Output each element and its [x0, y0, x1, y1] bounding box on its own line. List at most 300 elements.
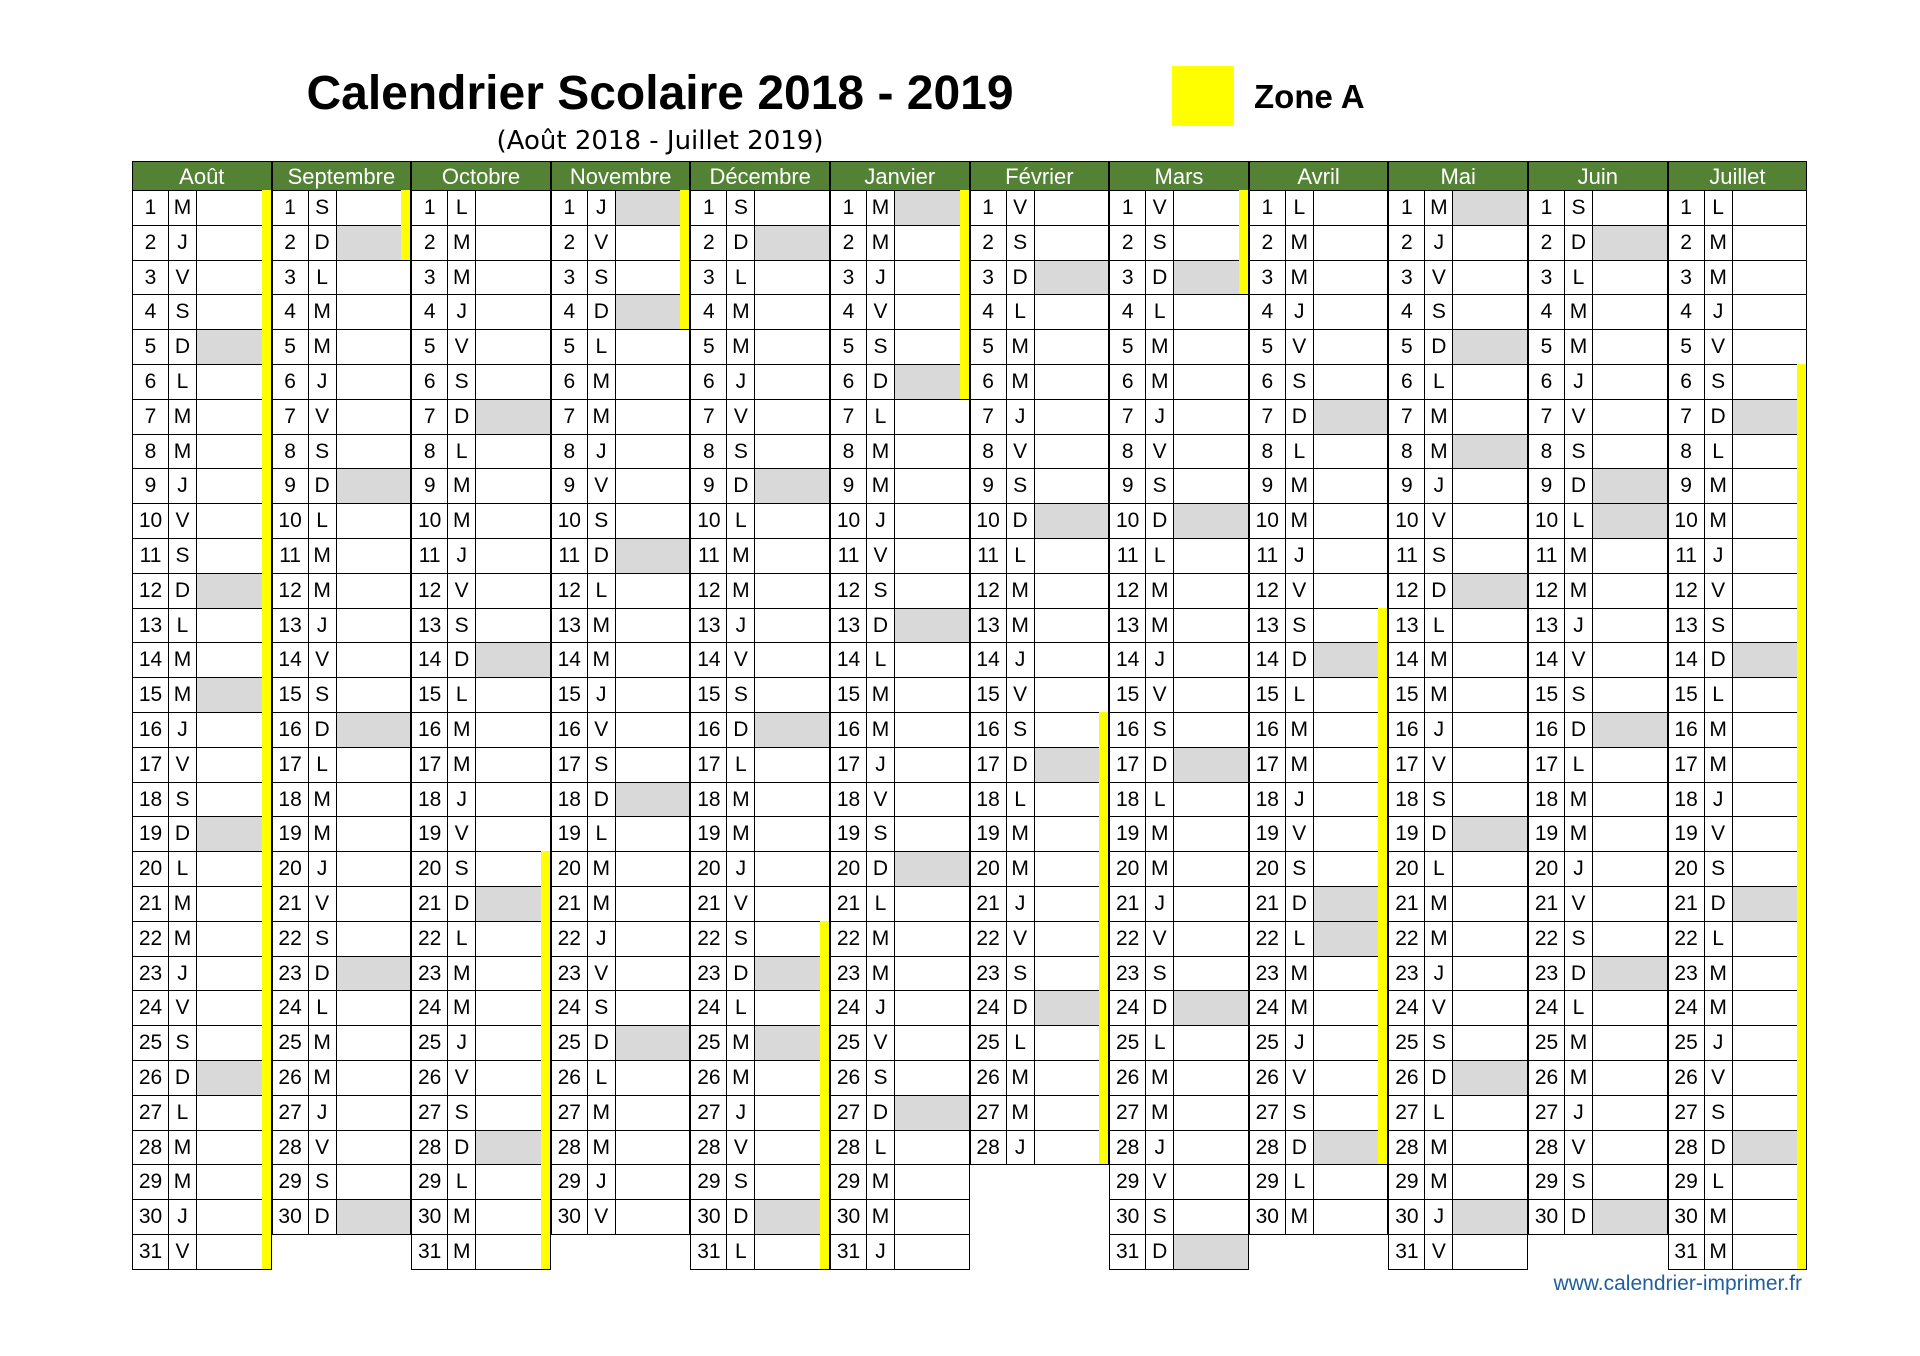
day-note-cell: [1035, 852, 1109, 886]
holiday-marker: [262, 642, 271, 677]
day-row: [1528, 643, 1668, 678]
day-note-cell: [1314, 1131, 1388, 1165]
day-number: 12: [412, 574, 448, 608]
day-number: 7: [133, 400, 169, 434]
day-number: 19: [1669, 817, 1705, 851]
day-number: 26: [412, 1061, 448, 1095]
day-row: [1668, 261, 1808, 296]
day-note-cell: [616, 574, 690, 608]
day-row: [1668, 574, 1808, 609]
day-note-cell: [1733, 748, 1807, 782]
weekday-letter: S: [1286, 365, 1314, 399]
weekday-letter: D: [1705, 400, 1733, 434]
holiday-marker: [820, 1025, 829, 1060]
day-row: [1668, 1235, 1808, 1270]
weekday-letter: M: [867, 1200, 895, 1234]
day-row: [272, 957, 412, 992]
day-number: 20: [1669, 852, 1705, 886]
day-note-cell: [337, 504, 411, 538]
day-row: [551, 261, 691, 296]
day-note-cell: [197, 852, 271, 886]
weekday-letter: M: [867, 713, 895, 747]
day-note-cell: [895, 713, 969, 747]
weekday-letter: S: [1286, 1096, 1314, 1130]
day-note-cell: [1314, 191, 1388, 225]
weekday-letter: J: [448, 783, 476, 817]
day-note-cell: [755, 469, 829, 503]
day-number: 18: [1389, 783, 1425, 817]
weekday-letter: J: [1565, 609, 1593, 643]
day-note-cell: [1733, 957, 1807, 991]
day-number: 3: [1669, 261, 1705, 295]
day-number: 25: [273, 1026, 309, 1060]
day-number: 20: [971, 852, 1007, 886]
weekday-letter: M: [1286, 261, 1314, 295]
holiday-marker: [262, 747, 271, 782]
weekday-letter: V: [1565, 400, 1593, 434]
day-note-cell: [1733, 1165, 1807, 1199]
day-note-cell: [1314, 1165, 1388, 1199]
holiday-marker: [541, 886, 550, 921]
day-note-cell: [197, 991, 271, 1025]
day-number: 4: [691, 295, 727, 329]
day-note-cell: [197, 1200, 271, 1234]
day-number: 12: [1389, 574, 1425, 608]
day-note-cell: [197, 226, 271, 260]
day-row: [272, 435, 412, 470]
day-note-cell: [1174, 1061, 1248, 1095]
day-note-cell: [476, 748, 550, 782]
day-number: 16: [412, 713, 448, 747]
day-number: 9: [412, 469, 448, 503]
day-number: 30: [1669, 1200, 1705, 1234]
day-row: [970, 191, 1110, 226]
day-row: [411, 469, 551, 504]
day-number: 11: [1110, 539, 1146, 573]
holiday-marker: [820, 1095, 829, 1130]
weekday-letter: D: [1286, 400, 1314, 434]
day-row: [551, 469, 691, 504]
day-number: 23: [1389, 957, 1425, 991]
day-number: 27: [971, 1096, 1007, 1130]
weekday-letter: D: [1286, 643, 1314, 677]
weekday-letter: D: [1146, 1235, 1174, 1269]
day-number: 2: [971, 226, 1007, 260]
day-number: 7: [1250, 400, 1286, 434]
day-row: [1109, 713, 1249, 748]
day-row: [970, 226, 1110, 261]
day-number: 20: [691, 852, 727, 886]
day-row: [830, 783, 970, 818]
weekday-letter: J: [1007, 1131, 1035, 1165]
day-row: [1668, 1131, 1808, 1166]
day-note-cell: [1593, 295, 1667, 329]
day-number: 13: [691, 609, 727, 643]
weekday-letter: M: [867, 469, 895, 503]
day-number: 19: [1529, 817, 1565, 851]
weekday-letter: S: [309, 191, 337, 225]
weekday-letter: S: [1425, 1026, 1453, 1060]
day-number: 13: [1389, 609, 1425, 643]
day-number: 6: [412, 365, 448, 399]
day-row: [690, 609, 830, 644]
weekday-letter: D: [1705, 643, 1733, 677]
day-note-cell: [755, 922, 829, 956]
day-note-cell: [895, 295, 969, 329]
day-row: [690, 539, 830, 574]
day-note-cell: [755, 852, 829, 886]
holiday-marker: [1378, 851, 1387, 886]
day-note-cell: [1314, 574, 1388, 608]
day-number: 2: [1529, 226, 1565, 260]
weekday-letter: M: [867, 435, 895, 469]
weekday-letter: M: [1425, 678, 1453, 712]
day-row: [690, 852, 830, 887]
day-row: [830, 609, 970, 644]
holiday-marker: [1378, 782, 1387, 817]
day-row: [970, 365, 1110, 400]
day-number: 31: [1389, 1235, 1425, 1269]
weekday-letter: D: [309, 1200, 337, 1234]
day-row: [411, 609, 551, 644]
weekday-letter: V: [448, 1061, 476, 1095]
day-note-cell: [1314, 922, 1388, 956]
weekday-letter: S: [169, 295, 197, 329]
weekday-letter: M: [169, 191, 197, 225]
day-row: [1528, 261, 1668, 296]
day-row: [1668, 887, 1808, 922]
weekday-letter: J: [1565, 852, 1593, 886]
holiday-marker: [262, 921, 271, 956]
day-number: 14: [1110, 643, 1146, 677]
weekday-letter: D: [448, 887, 476, 921]
weekday-letter: V: [1286, 330, 1314, 364]
weekday-letter: M: [169, 1131, 197, 1165]
day-number: 4: [1110, 295, 1146, 329]
day-note-cell: [1174, 817, 1248, 851]
day-note-cell: [616, 1165, 690, 1199]
day-number: 10: [1389, 504, 1425, 538]
weekday-letter: V: [1007, 191, 1035, 225]
day-row: [830, 991, 970, 1026]
day-number: 23: [1669, 957, 1705, 991]
day-row: [690, 991, 830, 1026]
weekday-letter: M: [1565, 295, 1593, 329]
day-number: 21: [831, 887, 867, 921]
day-number: 20: [831, 852, 867, 886]
day-number: 13: [273, 609, 309, 643]
day-row: [970, 539, 1110, 574]
weekday-letter: S: [588, 991, 616, 1025]
day-number: 27: [1250, 1096, 1286, 1130]
day-note-cell: [197, 295, 271, 329]
day-note-cell: [755, 783, 829, 817]
day-number: 9: [691, 469, 727, 503]
day-note-cell: [1593, 783, 1667, 817]
day-number: 1: [1389, 191, 1425, 225]
day-note-cell: [1733, 400, 1807, 434]
day-row: [1528, 922, 1668, 957]
day-number: 4: [1669, 295, 1705, 329]
weekday-letter: L: [1146, 295, 1174, 329]
day-note-cell: [1733, 295, 1807, 329]
day-note-cell: [616, 713, 690, 747]
day-number: 13: [412, 609, 448, 643]
holiday-marker: [541, 921, 550, 956]
day-number: 21: [273, 887, 309, 921]
day-number: 24: [831, 991, 867, 1025]
day-row: [1528, 1165, 1668, 1200]
day-row: [1109, 574, 1249, 609]
day-row: [551, 539, 691, 574]
day-number: 2: [552, 226, 588, 260]
weekday-letter: S: [1565, 1165, 1593, 1199]
holiday-marker: [262, 1130, 271, 1165]
day-number: 8: [1110, 435, 1146, 469]
day-number: 25: [133, 1026, 169, 1060]
day-number: 10: [552, 504, 588, 538]
day-number: 20: [1389, 852, 1425, 886]
weekday-letter: D: [309, 713, 337, 747]
day-note-cell: [1453, 1131, 1527, 1165]
holiday-marker: [1797, 886, 1806, 921]
day-number: 9: [273, 469, 309, 503]
day-note-cell: [616, 852, 690, 886]
day-row: [132, 191, 272, 226]
day-number: 18: [831, 783, 867, 817]
holiday-marker: [1797, 538, 1806, 573]
day-number: 27: [552, 1096, 588, 1130]
day-row: [690, 643, 830, 678]
weekday-letter: S: [1146, 469, 1174, 503]
day-row: [1388, 991, 1528, 1026]
holiday-marker: [1378, 712, 1387, 747]
day-row: [830, 295, 970, 330]
day-note-cell: [1314, 365, 1388, 399]
day-number: 2: [273, 226, 309, 260]
day-number: 12: [691, 574, 727, 608]
day-number: 20: [273, 852, 309, 886]
day-note-cell: [197, 1165, 271, 1199]
holiday-marker: [1378, 677, 1387, 712]
weekday-letter: V: [1705, 1061, 1733, 1095]
day-number: 29: [1669, 1165, 1705, 1199]
day-note-cell: [895, 609, 969, 643]
holiday-marker: [1797, 1095, 1806, 1130]
day-row: [830, 226, 970, 261]
day-number: 27: [133, 1096, 169, 1130]
day-note-cell: [1453, 783, 1527, 817]
day-row: [551, 957, 691, 992]
weekday-letter: V: [1146, 1165, 1174, 1199]
day-number: 23: [831, 957, 867, 991]
holiday-marker: [1797, 990, 1806, 1025]
weekday-letter: D: [727, 713, 755, 747]
day-row: [1528, 852, 1668, 887]
day-note-cell: [895, 1026, 969, 1060]
day-note-cell: [1035, 678, 1109, 712]
day-row: [132, 1026, 272, 1061]
day-note-cell: [616, 643, 690, 677]
weekday-letter: L: [867, 400, 895, 434]
weekday-letter: D: [1425, 330, 1453, 364]
footer-link[interactable]: www.calendrier-imprimer.fr: [1553, 1272, 1802, 1295]
day-note-cell: [755, 957, 829, 991]
day-number: 22: [971, 922, 1007, 956]
month-header: Octobre: [411, 161, 551, 191]
weekday-letter: L: [309, 991, 337, 1025]
weekday-letter: D: [1565, 713, 1593, 747]
day-row: [1668, 713, 1808, 748]
day-note-cell: [616, 539, 690, 573]
weekday-letter: M: [1425, 1165, 1453, 1199]
day-row: [1388, 1131, 1528, 1166]
day-note-cell: [1593, 539, 1667, 573]
day-row: [1388, 643, 1528, 678]
day-note-cell: [337, 1131, 411, 1165]
weekday-letter: M: [1286, 991, 1314, 1025]
weekday-letter: M: [448, 748, 476, 782]
day-number: 1: [971, 191, 1007, 225]
weekday-letter: M: [867, 922, 895, 956]
month-column: [970, 161, 1110, 1165]
day-row: [132, 330, 272, 365]
weekday-letter: V: [1146, 922, 1174, 956]
day-note-cell: [1035, 330, 1109, 364]
day-row: [1668, 1096, 1808, 1131]
holiday-marker: [1099, 1095, 1108, 1130]
weekday-letter: S: [1565, 191, 1593, 225]
day-number: 3: [691, 261, 727, 295]
day-note-cell: [476, 991, 550, 1025]
weekday-letter: D: [867, 365, 895, 399]
holiday-marker: [1099, 886, 1108, 921]
day-note-cell: [895, 678, 969, 712]
weekday-letter: V: [169, 261, 197, 295]
day-number: 15: [133, 678, 169, 712]
holiday-marker: [1797, 642, 1806, 677]
day-number: 19: [831, 817, 867, 851]
day-row: [1109, 609, 1249, 644]
day-number: 1: [691, 191, 727, 225]
day-number: 28: [273, 1131, 309, 1165]
holiday-marker: [1378, 886, 1387, 921]
day-number: 28: [552, 1131, 588, 1165]
day-row: [1528, 365, 1668, 400]
day-note-cell: [895, 191, 969, 225]
day-note-cell: [1314, 261, 1388, 295]
weekday-letter: J: [588, 678, 616, 712]
day-number: 20: [1110, 852, 1146, 886]
day-note-cell: [1035, 1026, 1109, 1060]
weekday-letter: L: [588, 574, 616, 608]
day-number: 6: [971, 365, 1007, 399]
day-note-cell: [1035, 957, 1109, 991]
day-number: 14: [971, 643, 1007, 677]
day-number: 14: [691, 643, 727, 677]
legend-swatch: [1172, 66, 1234, 126]
weekday-letter: L: [309, 261, 337, 295]
day-number: 26: [691, 1061, 727, 1095]
weekday-letter: M: [1146, 330, 1174, 364]
day-note-cell: [1174, 365, 1248, 399]
day-note-cell: [1314, 748, 1388, 782]
day-number: 5: [1389, 330, 1425, 364]
weekday-letter: D: [309, 957, 337, 991]
day-row: [1668, 783, 1808, 818]
day-number: 12: [831, 574, 867, 608]
weekday-letter: J: [1146, 1131, 1174, 1165]
day-number: 21: [133, 887, 169, 921]
day-row: [1668, 469, 1808, 504]
day-row: [1109, 1131, 1249, 1166]
weekday-letter: L: [448, 191, 476, 225]
day-note-cell: [895, 226, 969, 260]
day-row: [1668, 539, 1808, 574]
day-note-cell: [476, 922, 550, 956]
day-note-cell: [476, 1026, 550, 1060]
day-row: [830, 852, 970, 887]
day-row: [1668, 852, 1808, 887]
day-number: 28: [691, 1131, 727, 1165]
day-row: [830, 713, 970, 748]
day-note-cell: [1035, 504, 1109, 538]
day-note-cell: [755, 435, 829, 469]
day-note-cell: [337, 1096, 411, 1130]
day-row: [551, 748, 691, 783]
day-note-cell: [197, 748, 271, 782]
day-row: [1249, 330, 1389, 365]
day-note-cell: [1593, 469, 1667, 503]
weekday-letter: S: [309, 435, 337, 469]
holiday-marker: [262, 538, 271, 573]
day-row: [1668, 435, 1808, 470]
day-number: 13: [133, 609, 169, 643]
holiday-marker: [820, 1234, 829, 1269]
day-row: [1109, 295, 1249, 330]
day-number: 5: [412, 330, 448, 364]
day-number: 7: [1389, 400, 1425, 434]
day-row: [1249, 261, 1389, 296]
day-number: 7: [691, 400, 727, 434]
weekday-letter: J: [1425, 957, 1453, 991]
weekday-letter: L: [448, 922, 476, 956]
day-row: [272, 1061, 412, 1096]
day-note-cell: [1593, 1061, 1667, 1095]
weekday-letter: M: [448, 1200, 476, 1234]
weekday-letter: L: [1565, 504, 1593, 538]
weekday-letter: M: [169, 1165, 197, 1199]
day-number: 15: [412, 678, 448, 712]
day-note-cell: [476, 365, 550, 399]
weekday-letter: J: [1705, 1026, 1733, 1060]
day-note-cell: [1453, 643, 1527, 677]
weekday-letter: J: [169, 1200, 197, 1234]
day-number: 27: [1389, 1096, 1425, 1130]
day-number: 24: [971, 991, 1007, 1025]
weekday-letter: S: [169, 539, 197, 573]
day-note-cell: [1174, 748, 1248, 782]
day-row: [272, 783, 412, 818]
holiday-marker: [262, 677, 271, 712]
day-note-cell: [476, 1200, 550, 1234]
day-number: 31: [691, 1235, 727, 1269]
day-number: 17: [1389, 748, 1425, 782]
day-note-cell: [1453, 469, 1527, 503]
holiday-marker: [680, 225, 689, 260]
holiday-marker: [960, 364, 969, 399]
day-number: 17: [1529, 748, 1565, 782]
